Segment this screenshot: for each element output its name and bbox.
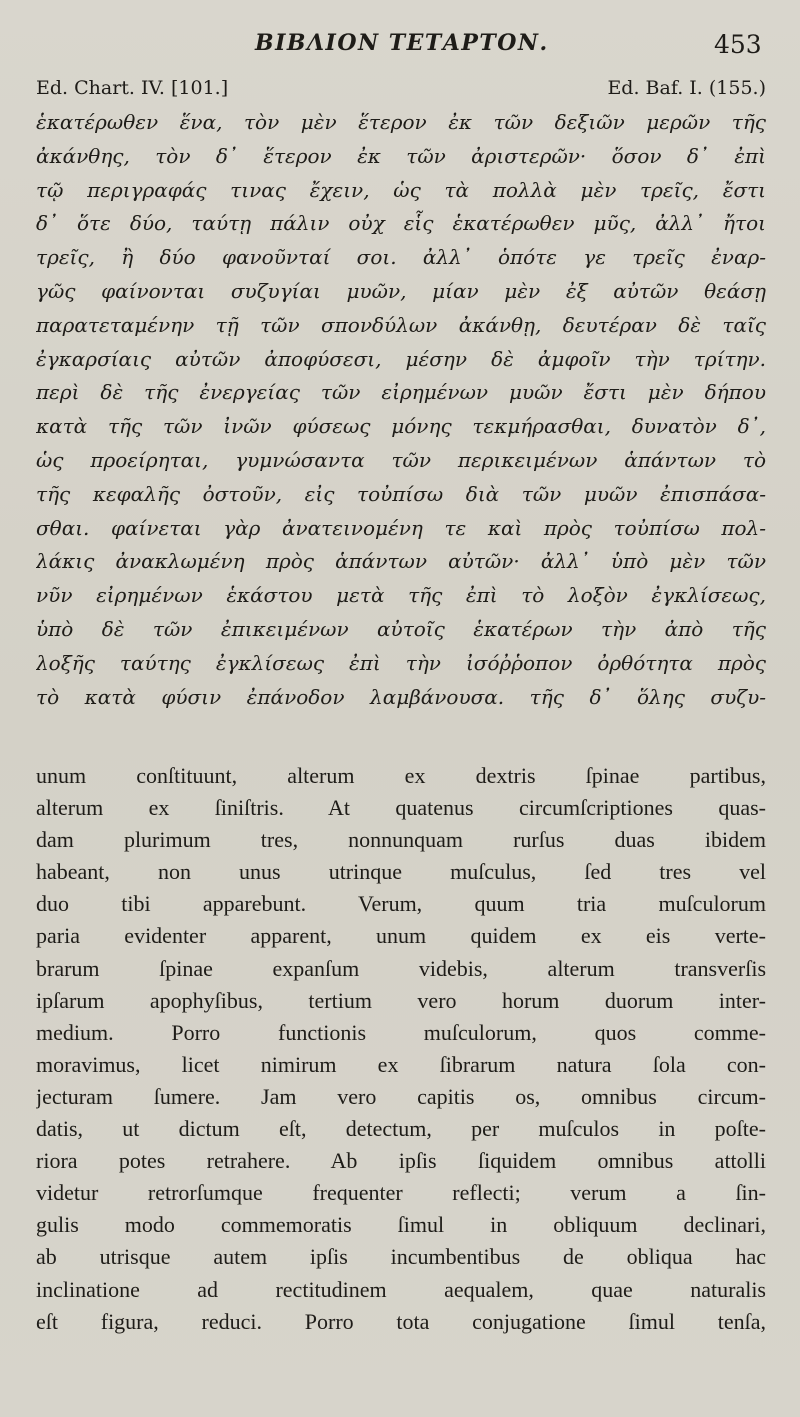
latin-line: gulis modo commemoratis ſimul in obliquum declinari, — [36, 1212, 766, 1238]
latin-line: ab utrisque autem ipſis incumbentibus de obliqua hac — [36, 1244, 766, 1270]
greek-line: τρεῖς, ἢ δύο φανοῦνταί σοι. ἀλλ᾽ ὁπότε γε τρεῖς ἐναρ- — [36, 245, 766, 270]
page-header — [0, 28, 800, 68]
greek-text-block — [36, 106, 766, 714]
latin-line: unum conſtituunt, alterum ex dextris ſpinae partibus, — [36, 763, 766, 788]
latin-line: moravimus, licet nimirum ex ſibrarum natura ſola con- — [36, 1051, 766, 1077]
greek-line: ἑκατέρωθεν ἕνα, τὸν μὲν ἕτερον ἐκ τῶν δεξιῶν μερῶν τῆς — [36, 110, 766, 134]
latin-line: inclinatione ad rectitudinem aequalem, quae naturalis — [36, 1276, 766, 1302]
edition-reference-basel: Ed. Baf. I. (155.) — [607, 77, 766, 99]
latin-line: ipſarum apophyſibus, tertium vero horum duorum inter- — [36, 987, 766, 1013]
latin-line: alterum ex ſiniſtris. At quatenus circumſcriptiones quas- — [36, 795, 766, 821]
latin-line: riora potes retrahere. Ab ipſis ſiquidem omnibus attolli — [36, 1148, 766, 1174]
greek-line: κατὰ τῆς τῶν ἰνῶν φύσεως μόνης τεκμήρασθαι, δυνατὸν δ᾽, — [36, 414, 766, 439]
greek-line: τῷ περιγραφάς τινας ἔχειν, ὡς τὰ πολλὰ μὲν τρεῖς, ἔστι — [36, 177, 766, 202]
greek-line: σθαι. φαίνεται γὰρ ἀνατεινομένη τε καὶ πρὸς τοὐπίσω πολ- — [36, 515, 766, 540]
latin-line: jecturam ſumere. Jam vero capitis os, omnibus circum- — [36, 1083, 766, 1109]
greek-line: λοξῆς ταύτης ἐγκλίσεως ἐπὶ τὴν ἰσόῤῥοπον ὀρθότητα πρὸς — [36, 650, 766, 675]
greek-line: περὶ δὲ τῆς ἐνεργείας τῶν εἰρημένων μυῶν ἔστι μὲν δήπου — [36, 380, 766, 405]
latin-line: dam plurimum tres, nonnunquam rurſus duas ibidem — [36, 827, 766, 853]
greek-line: νῦν εἰρημένων ἑκάστου μετὰ τῆς ἐπὶ τὸ λοξὸν ἐγκλίσεως, — [36, 583, 766, 608]
greek-line: ὑπὸ δὲ τῶν ἐπικειμένων αὐτοῖς ἑκατέρων τὴν ἀπὸ τῆς — [36, 616, 766, 641]
greek-line: παρατεταμένην τῇ τῶν σπονδύλων ἀκάνθῃ, δευτέραν δὲ ταῖς — [36, 312, 766, 337]
greek-line: δ᾽ ὅτε δύο, ταύτῃ πάλιν οὐχ εἷς ἑκατέρωθεν μῦς, ἀλλ᾽ ἤτοι — [36, 211, 766, 236]
latin-line: eſt figura, reduci. Porro tota conjugatione ſimul tenſa, — [36, 1308, 766, 1334]
latin-line: brarum ſpinae expanſum videbis, alterum transverſis — [36, 955, 766, 981]
edition-reference-chart: Ed. Chart. IV. [101.] — [36, 77, 229, 99]
running-title: BIBΛΙΟΝ ΤΕΤΑΡΤΟΝ. — [255, 30, 549, 56]
latin-line: habeant, non unus utrinque muſculus, ſed tres vel — [36, 859, 766, 885]
greek-line: γῶς φαίνονται συζυγίαι μυῶν, μίαν μὲν ἐξ αὐτῶν θεάσῃ — [36, 278, 766, 303]
latin-text-block — [36, 760, 766, 1338]
edition-references — [36, 77, 766, 105]
page-number: 453 — [714, 30, 762, 59]
latin-line: datis, ut dictum eſt, detectum, per muſculos in poſte- — [36, 1116, 766, 1142]
greek-line: ὡς προείρηται, γυμνώσαντα τῶν περικειμένων ἁπάντων τὸ — [36, 447, 766, 472]
greek-line: ἀκάνθης, τὸν δ᾽ ἕτερον ἐκ τῶν ἀριστερῶν· ὅσον δ᾽ ἐπὶ — [36, 143, 766, 168]
greek-line: τὸ κατὰ φύσιν ἐπάνοδον λαμβάνουσα. τῆς δ᾽ ὅλης συζυ- — [36, 684, 766, 709]
latin-line: medium. Porro functionis muſculorum, quos comme- — [36, 1019, 766, 1045]
greek-line: λάκις ἀνακλωμένη πρὸς ἁπάντων αὐτῶν· ἀλλ᾽ ὑπὸ μὲν τῶν — [36, 549, 766, 574]
greek-line: ἐγκαρσίαις αὐτῶν ἀποφύσεσι, μέσην δὲ ἀμφοῖν τὴν τρίτην. — [36, 346, 766, 371]
latin-line: duo tibi apparebunt. Verum, quum tria muſculorum — [36, 891, 766, 917]
latin-line: paria evidenter apparent, unum quidem ex eis verte- — [36, 923, 766, 949]
latin-line: videtur retrorſumque frequenter reflecti; verum a ſin- — [36, 1180, 766, 1206]
greek-line: τῆς κεφαλῆς ὀστοῦν, εἰς τοὐπίσω διὰ τῶν μυῶν ἐπισπάσα- — [36, 481, 766, 506]
